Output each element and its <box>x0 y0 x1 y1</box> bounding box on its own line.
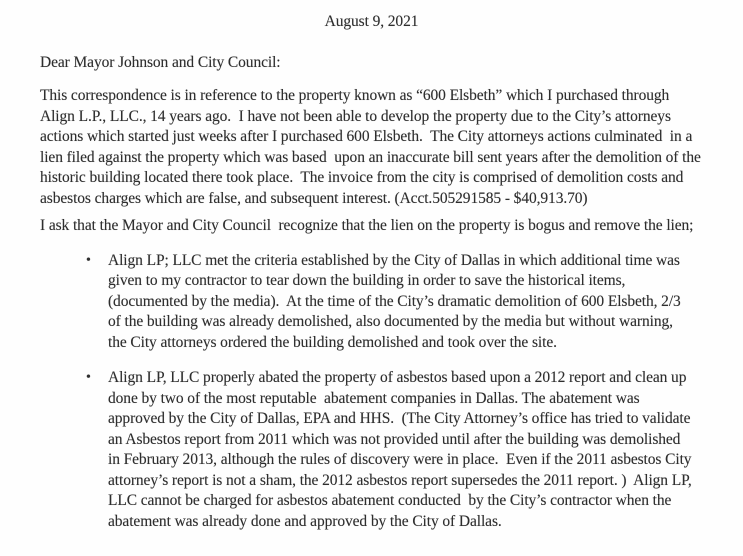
intro-paragraph: This correspondence is in reference to the property known as “600 Elsbeth” which I purchased through Align L.P., LLC., 14 years ago. I have not been able to develop the property due to the City’s attorneys actions which started just weeks after I purchased 600 Elsbeth. The City attorneys actions culminated in a lien filed against the property which was based upon an inaccurate bill sent years after the demolition of the historic building located there took place. The invoice from the city is comprised of demolition costs and asbestos charges which are false, and subsequent interest. (Acct.505291585 - $40,913.70) <box>40 87 705 207</box>
letter-date: August 9, 2021 <box>324 13 419 30</box>
bullet-marker: • <box>86 370 91 385</box>
bullet-text-criteria: Align LP; LLC met the criteria established by the City of Dallas in which additional time was given to my contractor to tear down the building in order to save the historical items, (documented by the media). At the time of the City’s dramatic demolition of 600 Elsbeth, 2/3 of the building was already demolished, also documented by the media but without warning, the City attorneys ordered the building demolished and took over the site. <box>108 251 685 351</box>
bullet-marker: • <box>86 252 91 268</box>
bullet-item <box>86 368 703 532</box>
bullet-text-abatement: Align LP, LLC properly abated the property of asbestos based upon a 2012 report and clean up done by two of the most reputable abatement companies in Dallas. The abatement was approved by the City of Dallas, EPA and HHS. (The City Attorney’s office has tried to validate an Asbestos report from 2011 which was not provided until after the building was demolished in February 2013, although the rules of discovery were in place. Even if the 2011 asbestos City attorney’s report is not a sham, the 2012 asbestos report supersedes the 2011 report. ) Align LP, LLC cannot be charged for asbestos abatement conducted by the City’s contractor when the abatement was already done and approved by the City of Dallas. <box>108 369 696 530</box>
bullet-item <box>86 251 703 354</box>
bullet-list <box>86 251 703 533</box>
salutation: Dear Mayor Johnson and City Council: <box>40 53 281 71</box>
request-paragraph: I ask that the Mayor and City Council recognize that the lien on the property is bogus and remove the lien; <box>40 217 694 234</box>
